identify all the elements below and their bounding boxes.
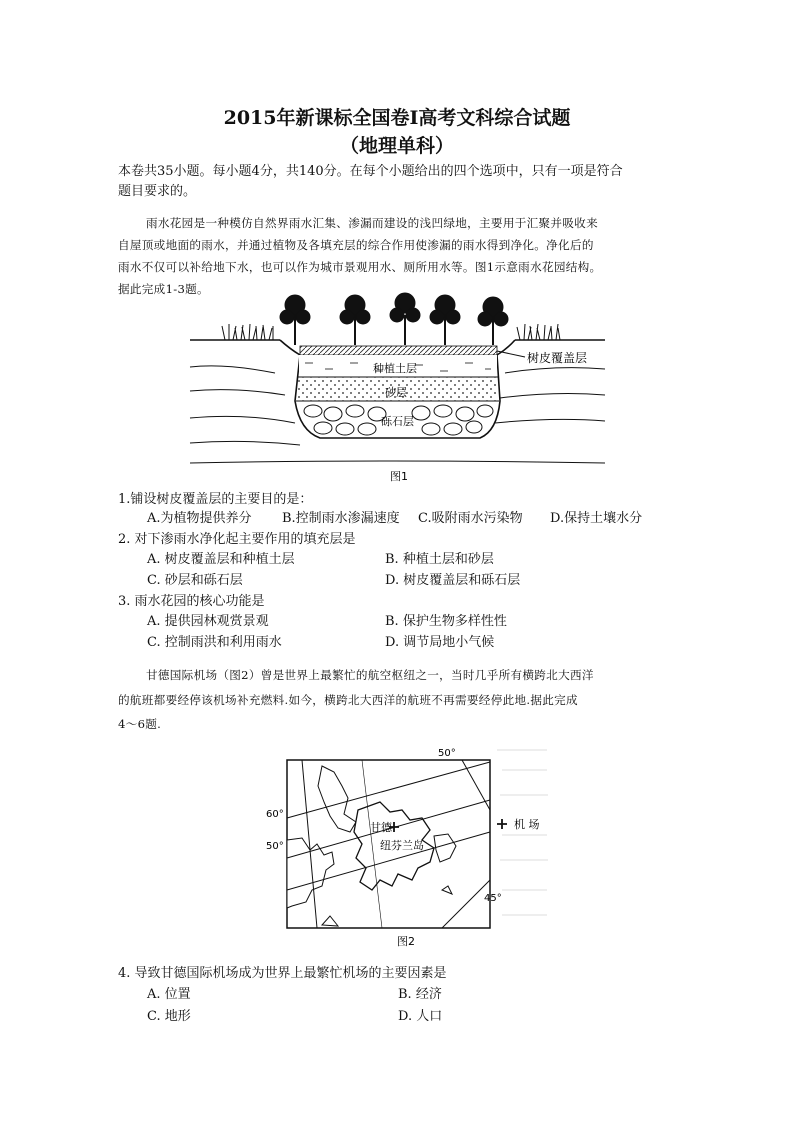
page-subtitle: （地理单科） — [339, 135, 454, 157]
gander-label: 甘德 — [370, 821, 392, 834]
q4-option-b: B. 经济 — [398, 987, 442, 1002]
intro-line-2: 题目要求的。 — [118, 184, 197, 199]
lat-50-left-label: 50° — [266, 841, 284, 852]
lat-60-label: 60° — [266, 809, 284, 820]
q3-option-a: A. 提供园林观赏景观 — [147, 614, 269, 629]
q3-option-b: B. 保护生物多样性性 — [385, 614, 507, 629]
gander-map-figure — [262, 740, 560, 950]
sand-layer-label: 砂层 — [385, 386, 407, 399]
rain-garden-figure — [185, 283, 610, 483]
figure1-caption: 图1 — [390, 470, 408, 483]
gravel-layer-label: 砾石层 — [381, 415, 414, 428]
passage1-line-4: 据此完成1-3题。 — [118, 282, 209, 296]
q4-stem: 4. 导致甘德国际机场成为世界上最繁忙机场的主要因素是 — [118, 966, 447, 981]
soil-layer-label: 种植土层 — [373, 362, 417, 375]
q4-option-c: C. 地形 — [147, 1009, 191, 1024]
q3-option-d: D. 调节局地小气候 — [385, 635, 495, 650]
q4-option-a: A. 位置 — [147, 987, 191, 1002]
passage2-line-2: 的航班都要经停该机场补充燃料.如今，横跨北大西洋的航班不再需要经停此地.据此完成 — [118, 693, 578, 707]
q3-stem: 3. 雨水花园的核心功能是 — [118, 594, 265, 609]
q2-option-c: C. 砂层和砾石层 — [147, 573, 243, 588]
intro-line-1: 本卷共35小题。每小题4分，共140分。在每个小题给出的四个选项中，只有一项是符合 — [118, 164, 623, 179]
q2-option-b: B. 种植土层和砂层 — [385, 552, 494, 567]
q1-option-d: D.保持土壤水分 — [550, 511, 643, 526]
passage1-line-3: 雨水不仅可以补给地下水，也可以作为城市景观用水、厕所用水等。图1示意雨水花园结构。 — [118, 260, 602, 274]
passage2-line-3: 4～6题. — [118, 717, 162, 731]
bark-layer-label: 树皮覆盖层 — [527, 351, 588, 365]
q1-stem: 1.铺设树皮覆盖层的主要目的是： — [118, 492, 313, 507]
q1-option-b: B.控制雨水渗漏速度 — [282, 511, 400, 526]
q4-option-d: D. 人口 — [398, 1009, 443, 1024]
q2-option-d: D. 树皮覆盖层和砾石层 — [385, 573, 521, 588]
q2-stem: 2. 对下渗雨水净化起主要作用的填充层是 — [118, 532, 356, 547]
passage1-line-1: 雨水花园是一种模仿自然界雨水汇集、渗漏而建设的浅凹绿地，主要用于汇聚并吸收来 — [146, 216, 598, 230]
passage2-line-1: 甘德国际机场（图2）曾是世界上最繁忙的航空枢纽之一，当时几乎所有横跨北大西洋 — [146, 668, 594, 682]
newfoundland-label: 纽芬兰岛 — [380, 839, 424, 852]
q2-option-a: A. 树皮覆盖层和种植土层 — [147, 552, 295, 567]
figure2-caption: 图2 — [397, 935, 415, 948]
q1-option-c: C.吸附雨水污染物 — [418, 511, 523, 526]
lat-45-label: 45° — [484, 893, 502, 904]
q1-option-a: A.为植物提供养分 — [147, 511, 252, 526]
lat-50-top-label: 50° — [438, 748, 456, 759]
airport-legend-label: 机 场 — [514, 818, 540, 831]
q3-option-c: C. 控制雨洪和利用雨水 — [147, 635, 282, 650]
passage1-line-2: 自屋顶或地面的雨水，并通过植物及各填充层的综合作用使渗漏的雨水得到净化。净化后的 — [118, 238, 594, 252]
page-title: 2015年新课标全国卷I高考文科综合试题 — [223, 107, 571, 129]
